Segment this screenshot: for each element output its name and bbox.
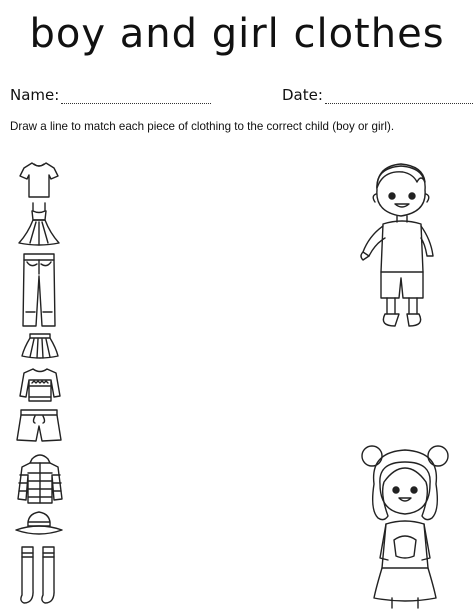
name-line[interactable] <box>61 91 211 104</box>
worksheet-title: boy and girl clothes <box>29 11 445 57</box>
clothing-item-jeans[interactable] <box>18 252 60 328</box>
girl-illustration <box>356 438 454 610</box>
child-boy[interactable] <box>355 160 451 332</box>
shorts-icon <box>15 408 63 444</box>
clothing-item-sweater[interactable] <box>18 366 62 404</box>
socks-icon <box>18 545 62 607</box>
child-girl[interactable] <box>356 438 454 610</box>
clothing-item-skirt[interactable] <box>20 332 60 360</box>
dress-icon <box>16 201 62 247</box>
name-label: Name: <box>10 86 60 104</box>
clothing-item-socks[interactable] <box>18 545 62 607</box>
hat-icon <box>14 508 64 538</box>
clothing-item-hat[interactable] <box>14 508 64 538</box>
jeans-icon <box>18 252 60 328</box>
name-field[interactable] <box>10 86 211 104</box>
puffer-jacket-icon <box>16 453 64 505</box>
sweater-icon <box>18 366 62 404</box>
instructions: Draw a line to match each piece of clothing to the correct child (boy or girl). <box>10 120 395 133</box>
date-field[interactable] <box>282 86 473 104</box>
date-label: Date: <box>282 86 323 104</box>
clothing-item-dress[interactable] <box>16 201 62 247</box>
clothing-item-tshirt[interactable] <box>18 160 60 200</box>
tshirt-icon <box>18 160 60 200</box>
skirt-icon <box>20 332 60 360</box>
date-line[interactable] <box>325 91 473 104</box>
clothing-item-shorts[interactable] <box>15 408 63 444</box>
clothing-item-puffer-jacket[interactable] <box>16 453 64 505</box>
boy-illustration <box>355 160 451 332</box>
